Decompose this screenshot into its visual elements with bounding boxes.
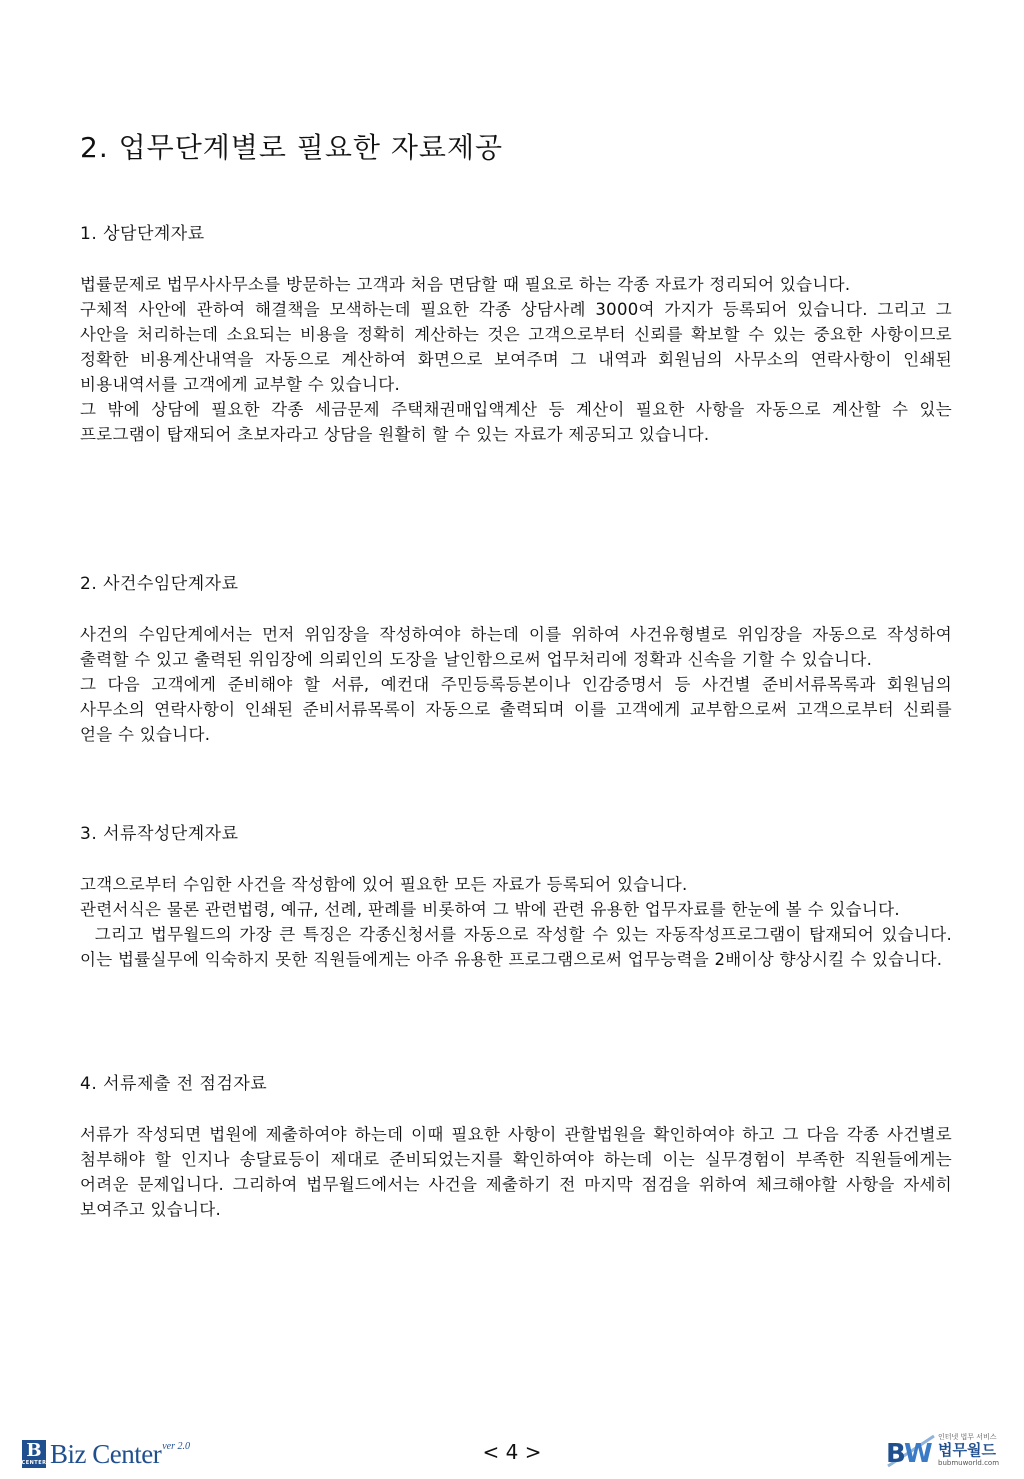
paragraph: 그리고 법무월드의 가장 큰 특징은 각종신청서를 자동으로 작성할 수 있는 자동작성프로그램이 탑재되어 있습니다. 이는 법률실무에 익숙하지 못한 직원들에게는 아주 유용한 프로그램으로써 업무능력을 2배이상 향상시킬 수 있습니다. bbox=[80, 925, 958, 969]
biz-center-version: ver 2.0 bbox=[162, 1441, 190, 1452]
section-pre-submission-check bbox=[80, 1069, 952, 1222]
b-logo-sub: CENTER bbox=[21, 1460, 47, 1466]
paragraph: 관련서식은 물론 관련법령, 예규, 선례, 판례를 비롯하여 그 밖에 관련 유용한 업무자료를 한눈에 볼 수 있습니다. bbox=[80, 900, 900, 919]
bw-tagline: 인터넷 법무 서비스 bbox=[938, 1432, 997, 1441]
paragraph: 서류가 작성되면 법원에 제출하여야 하는데 이때 필요한 사항이 관할법원을 확인하여야 하고 그 다음 각종 사건별로 첨부해야 할 인지나 송달료등이 제대로 준비되었는지를 확인하여야 하는데 이는 실무경험이 부족한 직원들에게는 어려운 문제입니다. 그리하여 법무월드에서는 사건을 제출하기 전 마지막 점검을 위하여 체크해야할 사항을 자세히 보여주고 있습니다. bbox=[80, 1125, 952, 1219]
bw-url: bubmuworld.com bbox=[938, 1458, 1000, 1467]
paragraph: 고객으로부터 수임한 사건을 작성함에 있어 필요한 모든 자료가 등록되어 있습니다. bbox=[80, 875, 688, 894]
paragraph: 구체적 사안에 관하여 해결책을 모색하는데 필요한 각종 상담사례 3000여 가지가 등록되어 있습니다. 그리고 그 사안을 처리하는데 소요되는 비용을 정확히 계산하는 것은 고객으로부터 신뢰를 확보할 수 있는 중요한 사항이므로 정확한 비용계산내역을 자동으로 계산하여 화면으로 보여주며 그 내역과 회원님의 사무소의 연락사항이 인쇄된 비용내역서를 고객에게 교부할 수 있습니다. bbox=[80, 300, 952, 394]
paragraph: 법률문제로 법무사사무소를 방문하는 고객과 처음 면담할 때 필요로 하는 각종 자료가 정리되어 있습니다. bbox=[80, 275, 851, 294]
section-document-drafting bbox=[80, 819, 958, 972]
paragraph: 그 다음 고객에게 준비해야 할 서류, 예컨대 주민등록등본이나 인감증명서 등 사건별 준비서류목록과 회원님의 사무소의 연락사항이 인쇄된 준비서류목록이 자동으로 출력되며 이를 고객에게 교부함으로써 고객으로부터 신뢰를 얻을 수 있습니다. bbox=[80, 675, 952, 744]
bubmuworld-logo bbox=[884, 1430, 999, 1470]
bw-logo-text bbox=[938, 1433, 999, 1468]
paragraph: 사건의 수임단계에서는 먼저 위임장을 작성하여야 하는데 이를 위하여 사건유형별로 위임장을 자동으로 작성하여 출력할 수 있고 출력된 위임장에 의뢰인의 도장을 날인함으로써 업무처리에 정확과 신속을 기할 수 있습니다. bbox=[80, 625, 952, 669]
section-heading: 3. 서류작성단계자료 bbox=[80, 824, 239, 844]
paragraph: 그 밖에 상담에 필요한 각종 세금문제 주택채권매입액계산 등 계산이 필요한 사항을 자동으로 계산할 수 있는 프로그램이 탑재되어 초보자라고 상담을 원활히 할 수 있는 자료가 제공되고 있습니다. bbox=[80, 400, 952, 444]
svg-text:W: W bbox=[904, 1439, 933, 1468]
section-consultation bbox=[80, 219, 952, 447]
page-number: < 4 > bbox=[482, 1440, 542, 1464]
b-logo-letter: B bbox=[26, 1440, 42, 1461]
bw-logo-icon bbox=[884, 1432, 936, 1468]
bw-name: 법무월드 bbox=[938, 1440, 996, 1459]
biz-center-text: Biz Center bbox=[50, 1438, 162, 1469]
section-case-acceptance bbox=[80, 569, 952, 747]
section-heading: 1. 상담단계자료 bbox=[80, 224, 205, 244]
svg-text:B: B bbox=[886, 1439, 906, 1468]
section-heading: 2. 사건수임단계자료 bbox=[80, 574, 239, 594]
section-heading: 4. 서류제출 전 점검자료 bbox=[80, 1074, 268, 1094]
page-title: 2. 업무단계별로 필요한 자료제공 bbox=[80, 131, 504, 164]
